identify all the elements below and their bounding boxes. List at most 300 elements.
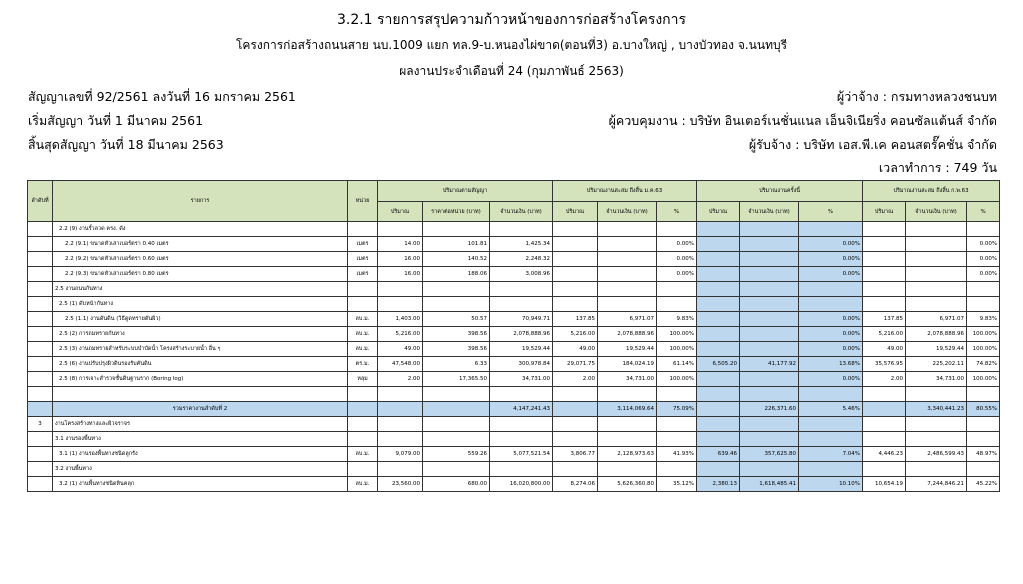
cell-ca bbox=[906, 222, 967, 237]
cell-amt bbox=[490, 417, 553, 432]
cell-tp bbox=[799, 432, 863, 447]
cell-pp: 100.00% bbox=[657, 372, 697, 387]
cell-tp: 0.00% bbox=[799, 237, 863, 252]
cell-qty: 9,079.00 bbox=[378, 447, 423, 462]
table-total-row bbox=[28, 402, 1000, 417]
cell-no bbox=[28, 252, 53, 267]
cell-pq bbox=[553, 297, 598, 312]
cell-qty bbox=[378, 297, 423, 312]
cell-pp bbox=[657, 432, 697, 447]
cell-up: 559.26 bbox=[423, 447, 490, 462]
cell-pq: 8,274.06 bbox=[553, 477, 598, 492]
table-row bbox=[28, 387, 1000, 402]
cell-item: 2.2 (9) งานรั้วลวด ครง. ดัง bbox=[53, 222, 348, 237]
cell-cp bbox=[967, 387, 1000, 402]
cell-tq bbox=[697, 342, 740, 357]
cell-unit bbox=[348, 222, 378, 237]
cell-qty: 2.00 bbox=[378, 372, 423, 387]
cell-no bbox=[28, 462, 53, 477]
cell-no: 3 bbox=[28, 417, 53, 432]
cell-unit: เมตร bbox=[348, 252, 378, 267]
col-no-header: ลำดับที่ bbox=[28, 181, 53, 222]
cell-pp: 0.00% bbox=[657, 267, 697, 282]
cell-tp: 0.00% bbox=[799, 342, 863, 357]
cell-pa: 184,024.19 bbox=[598, 357, 657, 372]
cell-pa: 3,114,069.64 bbox=[598, 402, 657, 417]
cell-item: 2.2 (9.1) ขนาดหัวเสาเบอร์ตรา 0.40 เมตร bbox=[53, 237, 348, 252]
table-row bbox=[28, 477, 1000, 492]
project-name: โครงการก่อสร้างถนนสาย นบ.1009 แยก ทล.9-บ.หนองไผ่ขาด(ตอนที่3) อ.บางใหญ่ , บางบัวทอง จ.นนทบุรี bbox=[235, 38, 788, 52]
cell-qty: 16.00 bbox=[378, 267, 423, 282]
cell-pp: 100.00% bbox=[657, 342, 697, 357]
cell-tq bbox=[697, 372, 740, 387]
cell-up: 398.56 bbox=[423, 342, 490, 357]
cell-pa bbox=[598, 387, 657, 402]
this-pct-header: % bbox=[799, 202, 863, 222]
prev-qty-header: ปริมาณ bbox=[553, 202, 598, 222]
cell-tp: 7.04% bbox=[799, 447, 863, 462]
cell-qty: 16.00 bbox=[378, 252, 423, 267]
cell-ta bbox=[740, 297, 799, 312]
cell-pp: 35.12% bbox=[657, 477, 697, 492]
contract-start: เริ่มสัญญา วันที่ 1 มีนาคม 2561 bbox=[28, 113, 204, 128]
cell-pq bbox=[553, 387, 598, 402]
cell-unit bbox=[348, 417, 378, 432]
cell-up: 680.00 bbox=[423, 477, 490, 492]
cell-pq: 5,216.00 bbox=[553, 327, 598, 342]
cell-cq: 10,654.19 bbox=[863, 477, 906, 492]
cell-qty: 47,548.00 bbox=[378, 357, 423, 372]
cell-pp bbox=[657, 222, 697, 237]
cell-ca bbox=[906, 297, 967, 312]
cell-cq bbox=[863, 387, 906, 402]
cell-ta bbox=[740, 372, 799, 387]
cell-no bbox=[28, 222, 53, 237]
cell-tq bbox=[697, 432, 740, 447]
cell-amt bbox=[490, 462, 553, 477]
cell-cq: 5,216.00 bbox=[863, 327, 906, 342]
contractor: ผู้รับจ้าง : บริษัท เอส.พี.เค คอนสตรั๊คชั่น จำกัด bbox=[748, 137, 997, 152]
cell-item: 2.5 (3) งานถมทรายสำหรับระบบบำบัดน้ำ โครงสร้างระบายน้ำ อื่น ๆ bbox=[53, 342, 348, 357]
cell-pp: 9.83% bbox=[657, 312, 697, 327]
cell-item bbox=[53, 387, 348, 402]
cell-item: 2.5 (2) การถมทรายกันทาง bbox=[53, 327, 348, 342]
cell-amt bbox=[490, 222, 553, 237]
cell-qty bbox=[378, 462, 423, 477]
cell-amt bbox=[490, 432, 553, 447]
cell-ca bbox=[906, 282, 967, 297]
cell-up: 188.06 bbox=[423, 267, 490, 282]
cell-item: รวมราคางานลำดับที่ 2 bbox=[53, 402, 348, 417]
cell-qty bbox=[378, 387, 423, 402]
cell-cq bbox=[863, 252, 906, 267]
cell-amt: 3,008.96 bbox=[490, 267, 553, 282]
cell-ca: 225,202.11 bbox=[906, 357, 967, 372]
cell-cp: 80.55% bbox=[967, 402, 1000, 417]
cell-no bbox=[28, 402, 53, 417]
cell-qty bbox=[378, 402, 423, 417]
cell-item: 3.1 (1) งานรองพื้นทางชนิดลูกรัง bbox=[53, 447, 348, 462]
cell-ca: 6,971.07 bbox=[906, 312, 967, 327]
supervisor: ผู้ควบคุมงาน : บริษัท อินเตอร์เนชั่นแนล เอ็นจิเนียริ่ง คอนซัลแต้นส์ จำกัด bbox=[608, 113, 997, 128]
cell-pq bbox=[553, 402, 598, 417]
cell-amt bbox=[490, 297, 553, 312]
cell-tq bbox=[697, 222, 740, 237]
table-row bbox=[28, 357, 1000, 372]
cell-ca bbox=[906, 252, 967, 267]
cell-cp: 48.97% bbox=[967, 447, 1000, 462]
table-row bbox=[28, 462, 1000, 477]
cell-pq bbox=[553, 267, 598, 282]
cell-pq: 137.85 bbox=[553, 312, 598, 327]
cell-pp: 100.00% bbox=[657, 327, 697, 342]
cell-cq bbox=[863, 297, 906, 312]
cell-cq bbox=[863, 267, 906, 282]
cell-up bbox=[423, 462, 490, 477]
cell-ta: 226,371.60 bbox=[740, 402, 799, 417]
cell-qty bbox=[378, 222, 423, 237]
cell-cp: 100.00% bbox=[967, 327, 1000, 342]
cell-pa bbox=[598, 432, 657, 447]
cell-tq bbox=[697, 297, 740, 312]
cell-ca: 3,340,441.23 bbox=[906, 402, 967, 417]
cell-pa bbox=[598, 252, 657, 267]
cell-ca: 34,731.00 bbox=[906, 372, 967, 387]
cell-cp: 9.83% bbox=[967, 312, 1000, 327]
table-body bbox=[28, 222, 1000, 492]
this-amount-header: จำนวนเงิน (บาท) bbox=[740, 202, 799, 222]
cell-tp bbox=[799, 417, 863, 432]
cell-ta: 41,177.92 bbox=[740, 357, 799, 372]
cell-up bbox=[423, 387, 490, 402]
cell-tp: 10.10% bbox=[799, 477, 863, 492]
cell-pp: 0.00% bbox=[657, 237, 697, 252]
prev-amount-header: จำนวนเงิน (บาท) bbox=[598, 202, 657, 222]
cell-up: 398.56 bbox=[423, 327, 490, 342]
cell-pq bbox=[553, 222, 598, 237]
cell-tq bbox=[697, 327, 740, 342]
cell-cq bbox=[863, 222, 906, 237]
cell-pq bbox=[553, 252, 598, 267]
cell-no bbox=[28, 237, 53, 252]
cell-item: 2.5 งานถนนกันทาง bbox=[53, 282, 348, 297]
cell-unit: ลบ.ม. bbox=[348, 312, 378, 327]
cell-unit bbox=[348, 432, 378, 447]
cell-tp bbox=[799, 462, 863, 477]
report-period: ผลงานประจำเดือนที่ 24 (กุมภาพันธ์ 2563) bbox=[399, 64, 624, 78]
cell-pp: 0.00% bbox=[657, 252, 697, 267]
group-cumulative-header: ปริมาณงานสะสม ถึงสิ้น ก.พ.63 bbox=[863, 181, 1000, 202]
cell-ta bbox=[740, 267, 799, 282]
cell-ta bbox=[740, 432, 799, 447]
cell-ta bbox=[740, 387, 799, 402]
table-row bbox=[28, 312, 1000, 327]
cell-pa: 34,731.00 bbox=[598, 372, 657, 387]
cell-tq bbox=[697, 237, 740, 252]
cell-cq: 49.00 bbox=[863, 342, 906, 357]
cell-ta bbox=[740, 342, 799, 357]
cell-ta bbox=[740, 237, 799, 252]
cell-qty: 23,560.00 bbox=[378, 477, 423, 492]
cell-cq: 2.00 bbox=[863, 372, 906, 387]
cell-cp: 0.00% bbox=[967, 267, 1000, 282]
table-row bbox=[28, 267, 1000, 282]
cell-unit: ลบ.ม. bbox=[348, 447, 378, 462]
cell-unit bbox=[348, 297, 378, 312]
table-row bbox=[28, 372, 1000, 387]
cell-amt: 34,731.00 bbox=[490, 372, 553, 387]
cell-item: 2.2 (9.3) ขนาดหัวเสาเบอร์ตรา 0.80 เมตร bbox=[53, 267, 348, 282]
cell-item: 2.5 (8) การเจาะสำรวจชั้นดินฐานราก (Boring log) bbox=[53, 372, 348, 387]
cell-item: 3.2 งานพื้นทาง bbox=[53, 462, 348, 477]
cell-qty bbox=[378, 432, 423, 447]
cell-cq bbox=[863, 462, 906, 477]
cell-up bbox=[423, 417, 490, 432]
cell-cp: 45.22% bbox=[967, 477, 1000, 492]
progress-table bbox=[27, 180, 1000, 492]
cell-ca bbox=[906, 462, 967, 477]
cell-no bbox=[28, 297, 53, 312]
cell-unit bbox=[348, 402, 378, 417]
cell-tp bbox=[799, 387, 863, 402]
cum-qty-header: ปริมาณ bbox=[863, 202, 906, 222]
cell-pa bbox=[598, 417, 657, 432]
cell-tp bbox=[799, 222, 863, 237]
table-row bbox=[28, 252, 1000, 267]
cell-no bbox=[28, 327, 53, 342]
cell-tq: 639.46 bbox=[697, 447, 740, 462]
cell-pq: 3,806.77 bbox=[553, 447, 598, 462]
table-row bbox=[28, 417, 1000, 432]
cell-no bbox=[28, 357, 53, 372]
cell-tp: 0.00% bbox=[799, 372, 863, 387]
cell-amt: 2,078,888.96 bbox=[490, 327, 553, 342]
table-row bbox=[28, 237, 1000, 252]
cell-cp: 0.00% bbox=[967, 252, 1000, 267]
cell-pp: 61.14% bbox=[657, 357, 697, 372]
cell-tq bbox=[697, 402, 740, 417]
cell-qty: 1,403.00 bbox=[378, 312, 423, 327]
cell-cq: 137.85 bbox=[863, 312, 906, 327]
cell-item: 3.1 งานรองพื้นทาง bbox=[53, 432, 348, 447]
cell-qty bbox=[378, 282, 423, 297]
cell-pa: 5,626,360.80 bbox=[598, 477, 657, 492]
cell-qty: 49.00 bbox=[378, 342, 423, 357]
cell-up bbox=[423, 402, 490, 417]
cell-no bbox=[28, 387, 53, 402]
cell-ta bbox=[740, 312, 799, 327]
cell-cq: 35,576.95 bbox=[863, 357, 906, 372]
cell-qty: 5,216.00 bbox=[378, 327, 423, 342]
group-this-period-header: ปริมาณงานครั้งนี้ bbox=[697, 181, 863, 202]
cell-cp bbox=[967, 432, 1000, 447]
cell-amt: 70,949.71 bbox=[490, 312, 553, 327]
cell-unit bbox=[348, 282, 378, 297]
cell-amt: 2,248.32 bbox=[490, 252, 553, 267]
cell-up bbox=[423, 297, 490, 312]
cell-pq bbox=[553, 462, 598, 477]
cell-pa bbox=[598, 237, 657, 252]
contract-qty-header: ปริมาณ bbox=[378, 202, 423, 222]
report-title: 3.2.1 รายการสรุปความก้าวหน้าของการก่อสร้างโครงการ bbox=[336, 12, 687, 28]
cell-pa: 19,529.44 bbox=[598, 342, 657, 357]
contract-unit-price-header: ราคาต่อหน่วย (บาท) bbox=[423, 202, 490, 222]
cell-amt: 1,425.34 bbox=[490, 237, 553, 252]
cell-amt: 16,020,800.00 bbox=[490, 477, 553, 492]
cell-cq bbox=[863, 237, 906, 252]
cell-tp: 0.00% bbox=[799, 252, 863, 267]
table-row bbox=[28, 282, 1000, 297]
group-previous-header: ปริมาณงานสะสม ถึงสิ้น ม.ค.63 bbox=[553, 181, 697, 202]
cell-tq bbox=[697, 312, 740, 327]
cell-ta bbox=[740, 462, 799, 477]
cell-unit bbox=[348, 387, 378, 402]
cell-cq bbox=[863, 402, 906, 417]
table-row bbox=[28, 432, 1000, 447]
table-row bbox=[28, 327, 1000, 342]
cell-tq: 6,505.20 bbox=[697, 357, 740, 372]
cell-amt: 4,147,241.43 bbox=[490, 402, 553, 417]
cell-no bbox=[28, 432, 53, 447]
cell-item: 3.2 (1) งานพื้นทางชนิดหินคลุก bbox=[53, 477, 348, 492]
cell-no bbox=[28, 477, 53, 492]
cell-unit: หลุม bbox=[348, 372, 378, 387]
prev-pct-header: % bbox=[657, 202, 697, 222]
cell-cp bbox=[967, 222, 1000, 237]
cell-cp: 100.00% bbox=[967, 372, 1000, 387]
cell-ca bbox=[906, 267, 967, 282]
cell-pp bbox=[657, 387, 697, 402]
contract-end: สิ้นสุดสัญญา วันที่ 18 มีนาคม 2563 bbox=[28, 137, 224, 152]
table-row bbox=[28, 297, 1000, 312]
cell-tp: 0.00% bbox=[799, 267, 863, 282]
cell-pq bbox=[553, 432, 598, 447]
cell-cp: 100.00% bbox=[967, 342, 1000, 357]
cell-ta bbox=[740, 327, 799, 342]
cell-tq bbox=[697, 462, 740, 477]
cell-cp bbox=[967, 462, 1000, 477]
cell-amt bbox=[490, 282, 553, 297]
cell-up: 6.33 bbox=[423, 357, 490, 372]
cell-up: 101.81 bbox=[423, 237, 490, 252]
cell-qty bbox=[378, 417, 423, 432]
table-row bbox=[28, 222, 1000, 237]
cell-unit: เมตร bbox=[348, 237, 378, 252]
cell-amt: 5,077,521.54 bbox=[490, 447, 553, 462]
cell-cq bbox=[863, 282, 906, 297]
cell-ca bbox=[906, 417, 967, 432]
cell-pa: 2,128,973.63 bbox=[598, 447, 657, 462]
cell-cp: 0.00% bbox=[967, 237, 1000, 252]
cell-tp: 0.00% bbox=[799, 312, 863, 327]
cell-ca: 2,486,599.43 bbox=[906, 447, 967, 462]
cell-amt: 300,978.84 bbox=[490, 357, 553, 372]
cell-amt bbox=[490, 387, 553, 402]
table-row bbox=[28, 447, 1000, 462]
cell-cp bbox=[967, 297, 1000, 312]
cell-pp bbox=[657, 297, 697, 312]
cell-unit bbox=[348, 462, 378, 477]
cell-pq bbox=[553, 417, 598, 432]
cell-tp: 5.46% bbox=[799, 402, 863, 417]
cell-cq bbox=[863, 432, 906, 447]
cell-pp bbox=[657, 462, 697, 477]
cell-up: 17,365.50 bbox=[423, 372, 490, 387]
cell-cp bbox=[967, 417, 1000, 432]
cell-unit: ตร.ม. bbox=[348, 357, 378, 372]
cell-no bbox=[28, 282, 53, 297]
cell-cq bbox=[863, 417, 906, 432]
cell-pq bbox=[553, 237, 598, 252]
cell-pa bbox=[598, 462, 657, 477]
cell-pp: 75.09% bbox=[657, 402, 697, 417]
cell-tq bbox=[697, 417, 740, 432]
cell-ca bbox=[906, 237, 967, 252]
cell-item: งานโครงสร้างทางและผิวจราจร bbox=[53, 417, 348, 432]
this-qty-header: ปริมาณ bbox=[697, 202, 740, 222]
cell-ta bbox=[740, 252, 799, 267]
cell-unit: ลบ.ม. bbox=[348, 477, 378, 492]
contract-number: สัญญาเลขที่ 92/2561 ลงวันที่ 16 มกราคม 2561 bbox=[28, 89, 296, 104]
cell-pp bbox=[657, 282, 697, 297]
cell-ta: 1,618,485.41 bbox=[740, 477, 799, 492]
cell-item: 2.2 (9.2) ขนาดหัวเสาเบอร์ตรา 0.60 เมตร bbox=[53, 252, 348, 267]
cell-qty: 14.00 bbox=[378, 237, 423, 252]
cell-tq bbox=[697, 267, 740, 282]
cell-unit: ลบ.ม. bbox=[348, 342, 378, 357]
cell-ca: 2,078,888.96 bbox=[906, 327, 967, 342]
cum-pct-header: % bbox=[967, 202, 1000, 222]
cell-ta: 357,625.80 bbox=[740, 447, 799, 462]
group-contract-header: ปริมาณตามสัญญา bbox=[378, 181, 553, 202]
cell-pp bbox=[657, 417, 697, 432]
cell-item: 2.5 (1.1) งานดันดิน (วิธีดูดทรายดันผิว) bbox=[53, 312, 348, 327]
cell-tq bbox=[697, 387, 740, 402]
cell-no bbox=[28, 372, 53, 387]
col-unit-header: หน่วย bbox=[348, 181, 378, 222]
cell-pq: 29,071.75 bbox=[553, 357, 598, 372]
cell-no bbox=[28, 312, 53, 327]
table-header-row bbox=[28, 181, 1000, 202]
cell-no bbox=[28, 342, 53, 357]
work-duration: เวลาทำการ : 749 วัน bbox=[878, 160, 997, 175]
cell-pa: 2,078,888.96 bbox=[598, 327, 657, 342]
cell-tp bbox=[799, 282, 863, 297]
cell-unit: ลบ.ม. bbox=[348, 327, 378, 342]
cum-amount-header: จำนวนเงิน (บาท) bbox=[906, 202, 967, 222]
cell-ta bbox=[740, 222, 799, 237]
cell-pq: 49.00 bbox=[553, 342, 598, 357]
cell-tq bbox=[697, 282, 740, 297]
cell-tq: 2,380.13 bbox=[697, 477, 740, 492]
cell-no bbox=[28, 267, 53, 282]
table-row bbox=[28, 342, 1000, 357]
cell-pq bbox=[553, 282, 598, 297]
employer: ผู้ว่าจ้าง : กรมทางหลวงชนบท bbox=[836, 89, 997, 104]
cell-pa bbox=[598, 267, 657, 282]
cell-cp bbox=[967, 282, 1000, 297]
cell-ta bbox=[740, 417, 799, 432]
cell-pa bbox=[598, 222, 657, 237]
cell-ca bbox=[906, 432, 967, 447]
cell-unit: เมตร bbox=[348, 267, 378, 282]
cell-item: 2.5 (6) งานปรับปรุงผิวดินรองรับคันดิน bbox=[53, 357, 348, 372]
cell-amt: 19,529.44 bbox=[490, 342, 553, 357]
cell-pa bbox=[598, 282, 657, 297]
cell-tp bbox=[799, 297, 863, 312]
col-item-header: รายการ bbox=[53, 181, 348, 222]
cell-pa: 6,971.07 bbox=[598, 312, 657, 327]
